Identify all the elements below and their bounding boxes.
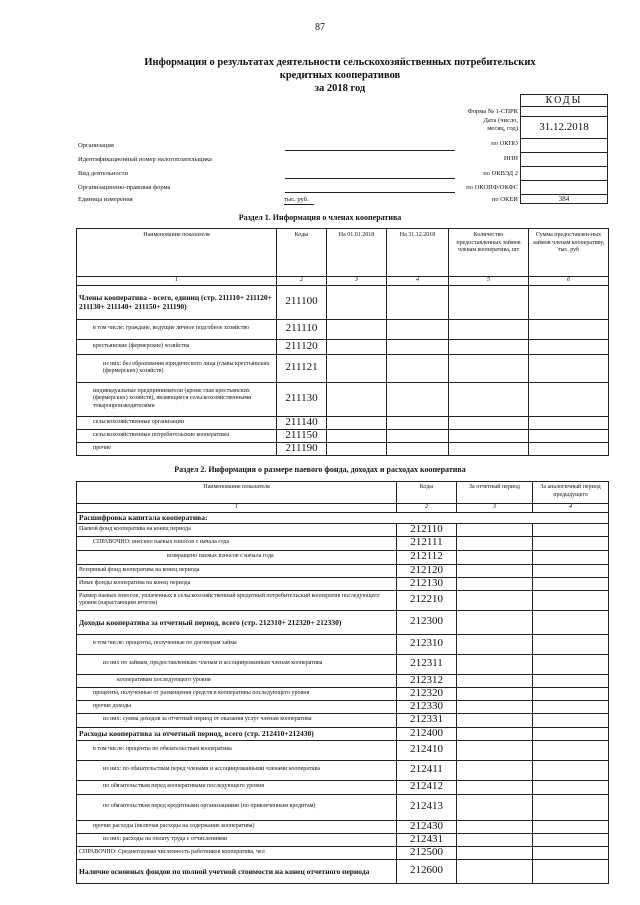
cell-input[interactable] — [457, 820, 533, 833]
row-label: сельскохозяйственные организации — [77, 416, 277, 429]
cell-input[interactable] — [533, 550, 609, 564]
s2-colnum: 4 — [533, 504, 609, 513]
activity-line[interactable] — [285, 178, 455, 179]
cell-input[interactable] — [327, 416, 387, 429]
cell-input[interactable] — [533, 713, 609, 727]
cell-input[interactable] — [533, 610, 609, 634]
section2-table — [76, 481, 609, 884]
row-label: прочие — [77, 442, 277, 455]
cell-input[interactable] — [457, 760, 533, 780]
row-code: 212130 — [397, 577, 457, 590]
table-row — [77, 654, 609, 674]
cell-input[interactable] — [533, 577, 609, 590]
cell-input[interactable] — [457, 700, 533, 713]
cell-input[interactable] — [529, 429, 609, 442]
cell-input[interactable] — [457, 523, 533, 536]
table-row — [77, 674, 609, 687]
code-box-okopf[interactable] — [520, 180, 608, 194]
cell-input[interactable] — [449, 429, 529, 442]
row-code: 212110 — [397, 523, 457, 536]
cell-input[interactable] — [387, 339, 449, 354]
table-row — [77, 846, 609, 859]
cell-input[interactable] — [457, 654, 533, 674]
row-code: 212600 — [397, 859, 457, 883]
row-label: в том числе: граждане, ведущие личное подсобное хозяйство — [77, 319, 277, 339]
table-row — [77, 577, 609, 590]
cell-input[interactable] — [449, 416, 529, 429]
row-code: 212413 — [397, 794, 457, 820]
table-row — [77, 564, 609, 577]
row-code: 211190 — [277, 442, 327, 455]
cell-input[interactable] — [457, 727, 533, 740]
cell-input[interactable] — [457, 687, 533, 700]
cell-input[interactable] — [533, 859, 609, 883]
cell-input[interactable] — [457, 590, 533, 610]
cell-input[interactable] — [327, 354, 387, 382]
table-row — [77, 442, 609, 455]
table-row — [77, 550, 609, 564]
cell-input[interactable] — [533, 780, 609, 794]
row-label: прочие доходы — [77, 700, 397, 713]
cell-input[interactable] — [327, 339, 387, 354]
row-label: из них: расходы на оплату труда с отчислениями — [77, 833, 397, 846]
cell-input[interactable] — [387, 285, 449, 319]
row-label: по обязательствам перед кооперативами последующего уровня — [77, 780, 397, 794]
row-code: 212111 — [397, 536, 457, 550]
cell-input[interactable] — [533, 687, 609, 700]
cell-input[interactable] — [457, 564, 533, 577]
cell-input[interactable] — [457, 536, 533, 550]
row-code: 212411 — [397, 760, 457, 780]
s1-header-loans-sum: Сумма предоставлен-ных займов членам кооперативу, тыс. руб — [529, 229, 609, 277]
table-row — [77, 523, 609, 536]
row-code: 211120 — [277, 339, 327, 354]
cell-input[interactable] — [533, 833, 609, 846]
cell-input[interactable] — [449, 354, 529, 382]
section2-title: Раздел 2. Информация о размере паевого фонда, доходах и расходах кооператива — [174, 465, 466, 474]
cell-input[interactable] — [533, 846, 609, 859]
row-label: Расходы кооператива за отчетный период, всего (стр. 212410+212430) — [77, 727, 397, 740]
table-row — [77, 319, 609, 339]
row-code: 212431 — [397, 833, 457, 846]
row-code: 211121 — [277, 354, 327, 382]
cell-input[interactable] — [533, 740, 609, 760]
s2-header-previous: За аналогичный период предыдущего — [533, 482, 609, 504]
organization-label: Организация — [78, 142, 114, 149]
title-line-1: Информация о результатах деятельности сельскохозяйственных потребительских — [144, 57, 536, 68]
table-row — [77, 713, 609, 727]
table-row — [77, 740, 609, 760]
unit-value: тыс. руб. — [284, 196, 309, 203]
cell-input[interactable] — [533, 760, 609, 780]
cell-input[interactable] — [533, 634, 609, 654]
form-number-label: Форма № 1-СПРК — [467, 108, 518, 115]
cell-input[interactable] — [449, 382, 529, 416]
cell-input[interactable] — [457, 833, 533, 846]
row-label: СПРАВОЧНО: внесено паевых взносов с начала года — [77, 536, 397, 550]
cell-input[interactable] — [533, 590, 609, 610]
s1-colnum: 4 — [387, 277, 449, 286]
row-label: Размер паевых взносов, уплаченных в сельскохозяйственный кредитный потребительский кооператив последующего уровня (нарастающим итогом) — [77, 590, 397, 610]
code-box-okpo[interactable] — [520, 138, 608, 152]
cell-input[interactable] — [533, 794, 609, 820]
row-code: 212330 — [397, 700, 457, 713]
row-label: Доходы кооператива за отчетный период, всего (стр. 212310+ 212320+ 212330) — [77, 610, 397, 634]
s2-header-current: За отчетный период — [457, 482, 533, 504]
row-code: 212500 — [397, 846, 457, 859]
unit-label: Единица измерения — [78, 196, 133, 203]
row-code: 211110 — [277, 319, 327, 339]
unit-line — [284, 204, 314, 205]
cell-input[interactable] — [533, 523, 609, 536]
date-label: Дата (число, месяц, год) — [483, 117, 518, 132]
table-row — [77, 833, 609, 846]
table-row — [77, 634, 609, 654]
row-code: 212120 — [397, 564, 457, 577]
table-row — [77, 820, 609, 833]
table-row — [77, 760, 609, 780]
cell-input[interactable] — [529, 382, 609, 416]
row-code: 212410 — [397, 740, 457, 760]
cell-input[interactable] — [449, 319, 529, 339]
cell-input[interactable] — [533, 727, 609, 740]
row-code: 212312 — [397, 674, 457, 687]
table-row — [77, 339, 609, 354]
title-line-3: за 2018 год — [314, 83, 366, 94]
table-row — [77, 354, 609, 382]
row-label: Резервный фонд кооператива на конец периода — [77, 564, 397, 577]
cell-input[interactable] — [529, 319, 609, 339]
row-label: из них: сумма доходов за отчетный период от оказания услуг членам кооператива — [77, 713, 397, 727]
table-row — [77, 429, 609, 442]
title-line-2: кредитных кооперативов — [279, 70, 401, 81]
s1-header-start: На 01.01.2018 — [327, 229, 387, 277]
cell-input[interactable] — [457, 780, 533, 794]
cell-input[interactable] — [327, 442, 387, 455]
row-label: индивидуальные предприниматели (кроме глав крестьянских (фермерских) хозяйств), являющиеся сельскохозяйственными товаропроизводителями — [77, 382, 277, 416]
row-label: Паевой фонд кооператива на конец периода — [77, 523, 397, 536]
row-label: по обязательствам перед кредитными организациями (по привлеченным кредитам) — [77, 794, 397, 820]
row-code: 212320 — [397, 687, 457, 700]
okpo-label: по ОКПО — [491, 140, 518, 147]
s2-subheader: Расшифровка капитала кооператива: — [77, 512, 609, 523]
cell-input[interactable] — [457, 794, 533, 820]
row-code: 211130 — [277, 382, 327, 416]
section1-title: Раздел 1. Информация о членах кооператива — [238, 213, 402, 222]
table-row — [77, 285, 609, 319]
row-label: в том числе: проценты, полученные по договорам займа — [77, 634, 397, 654]
okopf-label: по ОКОПФ/ОКФС — [466, 184, 518, 191]
row-label: из них: без образования юридического лица (главы крестьянских (фермерских) хозяйств) — [77, 354, 277, 382]
row-code: 212300 — [397, 610, 457, 634]
row-label: из них по займам, предоставленным: членам и ассоциированным членам кооператива — [77, 654, 397, 674]
cell-input[interactable] — [449, 285, 529, 319]
s1-header-name: Наименование показателя — [77, 229, 277, 277]
organization-line[interactable] — [285, 150, 455, 151]
legal-form-line[interactable] — [285, 192, 455, 193]
cell-input[interactable] — [529, 442, 609, 455]
s1-colnum: 3 — [327, 277, 387, 286]
row-label: проценты, полученные от размещения средств в кооперативы последующего уровня — [77, 687, 397, 700]
cell-input[interactable] — [533, 820, 609, 833]
document-title — [120, 56, 560, 95]
cell-input[interactable] — [387, 429, 449, 442]
row-label: Наличие основных фондов по полной учетной стоимости на конец отчетного периода — [77, 859, 397, 883]
row-label: сельскохозяйственные потребительские кооперативы — [77, 429, 277, 442]
row-code: 211150 — [277, 429, 327, 442]
cell-input[interactable] — [457, 577, 533, 590]
row-code: 212310 — [397, 634, 457, 654]
row-code: 212210 — [397, 590, 457, 610]
cell-input[interactable] — [533, 674, 609, 687]
cell-input[interactable] — [533, 700, 609, 713]
cell-input[interactable] — [327, 382, 387, 416]
row-label: в том числе: проценты по обязательствам кооператива — [77, 740, 397, 760]
table-row — [77, 382, 609, 416]
s1-colnum: 1 — [77, 277, 277, 286]
row-code: 211140 — [277, 416, 327, 429]
inn-code-label: ИНН — [503, 155, 518, 162]
cell-input[interactable] — [449, 339, 529, 354]
s1-header-end: На 31.12.2018 — [387, 229, 449, 277]
row-code: 211100 — [277, 285, 327, 319]
cell-input[interactable] — [387, 354, 449, 382]
cell-input[interactable] — [327, 285, 387, 319]
cell-input[interactable] — [533, 536, 609, 550]
cell-input[interactable] — [457, 610, 533, 634]
code-box-okei: 384 — [520, 194, 608, 204]
okei-label: по ОКЕИ — [491, 196, 518, 203]
cell-input[interactable] — [457, 674, 533, 687]
s1-colnum: 6 — [529, 277, 609, 286]
s2-colnum: 1 — [77, 504, 397, 513]
cell-input[interactable] — [387, 319, 449, 339]
cell-input[interactable] — [457, 859, 533, 883]
s1-colnum: 2 — [277, 277, 327, 286]
row-code: 212331 — [397, 713, 457, 727]
row-label: из них: по обязательствам перед членами и ассоциированными членами кооператива — [77, 760, 397, 780]
cell-input[interactable] — [387, 442, 449, 455]
s2-header-code: Коды — [397, 482, 457, 504]
table-row — [77, 536, 609, 550]
activity-label: Вид деятельности — [78, 170, 128, 177]
cell-input[interactable] — [533, 564, 609, 577]
row-label: кооперативам последующего уровня — [77, 674, 397, 687]
row-label: прочие расходы (включая расходы на содержание кооператива) — [77, 820, 397, 833]
code-box-inn[interactable] — [520, 152, 608, 166]
cell-input[interactable] — [327, 319, 387, 339]
s2-colnum: 3 — [457, 504, 533, 513]
row-code: 212311 — [397, 654, 457, 674]
table-row — [77, 780, 609, 794]
cell-input[interactable] — [457, 634, 533, 654]
row-label: крестьянские (фермерские) хозяйства — [77, 339, 277, 354]
s1-header-code: Коды — [277, 229, 327, 277]
cell-input[interactable] — [533, 654, 609, 674]
cell-input[interactable] — [387, 382, 449, 416]
table-row — [77, 590, 609, 610]
codes-header: КОДЫ — [520, 94, 608, 106]
okved-label: по ОКВЭД 2 — [483, 170, 518, 177]
row-code: 212400 — [397, 727, 457, 740]
cell-input[interactable] — [529, 339, 609, 354]
table-row — [77, 687, 609, 700]
s1-header-loans-count: Количество предоставленных займов членам кооператива, шт — [449, 229, 529, 277]
table-row — [77, 610, 609, 634]
code-box-date: 31.12.2018 — [520, 116, 608, 138]
legal-form-label: Организационно-правовая форма — [78, 184, 171, 191]
cell-input[interactable] — [387, 416, 449, 429]
cell-input[interactable] — [529, 416, 609, 429]
table-row — [77, 416, 609, 429]
cell-input[interactable] — [529, 285, 609, 319]
row-label: СПРАВОЧНО: Среднегодовая численность работников кооператива, чел — [77, 846, 397, 859]
row-label: Члены кооператива - всего, единиц (стр. 211110+ 211120+ 211130+ 211140+ 211150+ 211190) — [77, 285, 277, 319]
row-label: Иные фонды кооператива на конец периода — [77, 577, 397, 590]
cell-input[interactable] — [529, 354, 609, 382]
inn-field-label: Идентификационный номер налогоплательщика — [78, 156, 212, 163]
s2-colnum: 2 — [397, 504, 457, 513]
row-label: возвращено паевых взносов с начала года — [77, 550, 397, 564]
page-number: 87 — [315, 22, 325, 33]
code-box-form — [520, 106, 608, 116]
table-row — [77, 859, 609, 883]
cell-input[interactable] — [327, 429, 387, 442]
section1-table — [76, 228, 609, 456]
code-box-okved[interactable] — [520, 166, 608, 180]
table-row — [77, 727, 609, 740]
cell-input[interactable] — [457, 740, 533, 760]
cell-input[interactable] — [457, 713, 533, 727]
table-row — [77, 700, 609, 713]
row-code: 212412 — [397, 780, 457, 794]
s2-header-name: Наименование показателя — [77, 482, 397, 504]
cell-input[interactable] — [449, 442, 529, 455]
table-row — [77, 794, 609, 820]
row-code: 212430 — [397, 820, 457, 833]
row-code: 212112 — [397, 550, 457, 564]
cell-input[interactable] — [457, 846, 533, 859]
cell-input[interactable] — [457, 550, 533, 564]
s1-colnum: 5 — [449, 277, 529, 286]
